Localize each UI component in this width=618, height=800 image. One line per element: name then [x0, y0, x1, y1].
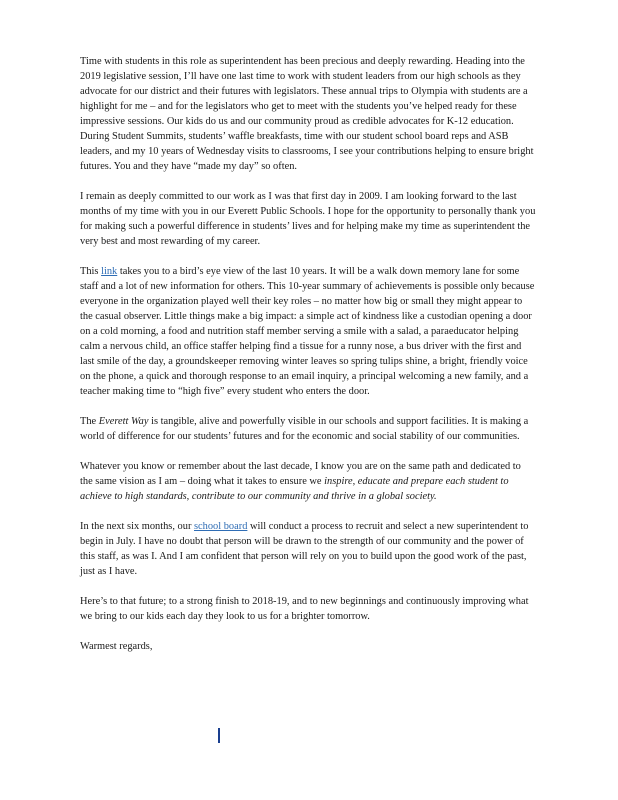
- paragraph-summary-intro: This: [80, 266, 102, 277]
- school-board-link[interactable]: school board: [194, 521, 248, 532]
- paragraph-everett-way-body: is tangible, alive and powerfully visible in our schools and support facilities. It is making a world of difference for our students’ futures and for the economic and social stability of our communities.: [80, 416, 529, 442]
- paragraph-next-body: will conduct a process to recruit and select a new superintendent to begin in July. I have no doubt that person will be drawn to the strength of our community and the power of this staff, as was I. And I am confident that person will rely on you to build upon the good work of the past, just as I have.: [80, 521, 529, 577]
- everett-way-emphasis: Everett Way: [98, 416, 149, 427]
- mission-statement: inspire, educate and prepare each student to achieve to high standards, contribute to our community and thrive in a global society.: [80, 476, 509, 502]
- paragraph-summary: [80, 264, 536, 399]
- paragraph-vision-intro: Whatever you know or remember about the last decade, I know you are on the same path and dedicated to the same vision as I am – doing what it takes to ensure we: [80, 461, 521, 487]
- paragraph-future: Here’s to that future; to a strong finish to 2018-19, and to new beginnings and continuously improving what we bring to our kids each day they look to us for a brighter tomorrow.: [80, 596, 529, 622]
- paragraph-next-intro: In the next six months, our: [80, 521, 194, 532]
- paragraph-commitment: I remain as deeply committed to our work as I was that first day in 2009. I am looking forward to the last months of my time with you in our Everett Public Schools. I hope for the opportunity to personally thank you for making such a powerful difference in students’ lives and for helping make my time as superintendent the very best and most rewarding of my career.: [80, 191, 536, 247]
- paragraph-next-superintendent: [80, 519, 536, 579]
- text-cursor: [218, 728, 220, 743]
- summary-link[interactable]: link: [101, 266, 118, 277]
- paragraph-summary-body: takes you to a bird’s eye view of the last 10 years. It will be a walk down memory lane for some staff and a lot of new information for others. This 10-year summary of achievements is possible only because everyone in the organization played well their key roles – no matter how big or small they might appear to the casual observer. Little things make a big impact: a simple act of kindness like a custodian opening a door on a cold morning, a food and nutrition staff member serving a smile with a salad, a paraeducator helping calm a nervous child, an office staffer helping find a tissue for a runny nose, a bus driver with the first and last smile of the day, a groundskeeper removing winter leaves so spring tulips shine, a bright, friendly voice on the phone, a quick and thorough response to an email inquiry, a principal welcoming a new family, and a teacher making time to “high five” every student who enters the door.: [80, 266, 535, 397]
- paragraph-students: Time with students in this role as superintendent has been precious and deeply rewarding. Heading into the 2019 legislative session, I’ll have one last time to work with student leaders from our high schools as they advocate for our district and their futures with legislators. These annual trips to Olympia with students are a highlight for me – and for the legislators who get to meet with the students you’ve helped ready for these impressive sessions. Our kids do us and our community proud as credible advocates for K-12 education. During Student Summits, students’ waffle breakfasts, time with our student school board reps and ASB leaders, and my 10 years of Wednesday visits to classrooms, I see your contributions helping to ensure bright futures. You and they have “made my day” so often.: [80, 56, 534, 172]
- closing-line: Warmest regards,: [80, 641, 153, 652]
- paragraph-everett-way: [80, 414, 536, 444]
- paragraph-vision: [80, 459, 536, 504]
- paragraph-everett-way-intro: The: [80, 416, 99, 427]
